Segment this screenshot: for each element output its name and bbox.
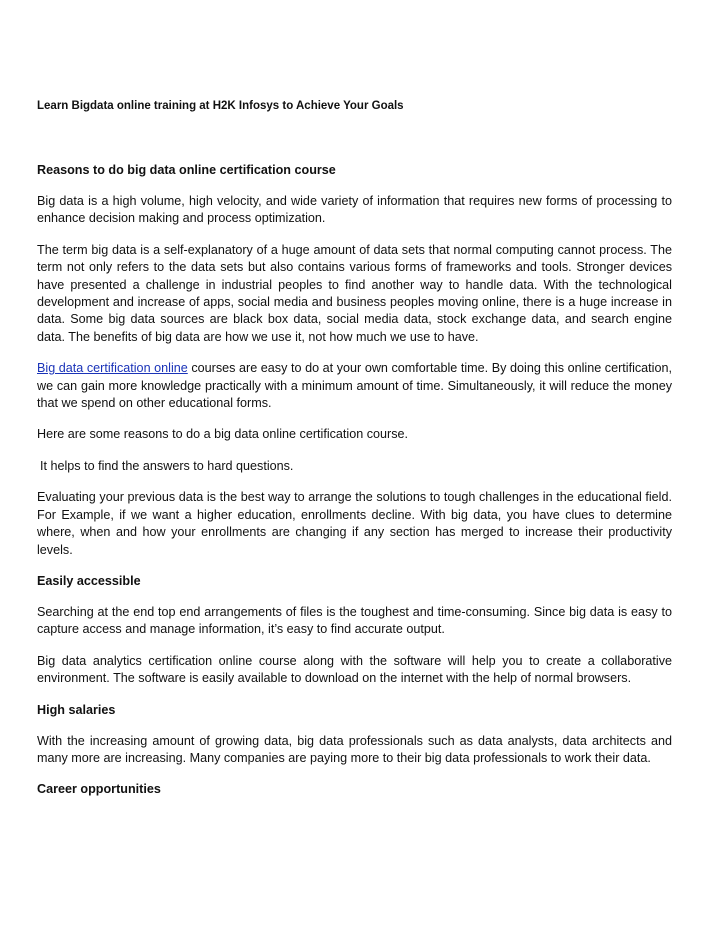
paragraph-analytics: Big data analytics certification online course along with the software will help you to create a collaborative environment. The software is easily available to download on the internet with the help of normal browsers. xyxy=(37,653,672,686)
section-heading-career: Career opportunities xyxy=(37,782,161,797)
paragraph-definition: Big data is a high volume, high velocity, and wide variety of information that requires new forms of processing to enhance decision making and process optimization. xyxy=(37,194,672,226)
paragraph-reasons-intro: Here are some reasons to do a big data online certification course. xyxy=(37,427,409,442)
paragraph-searching: Searching at the end top end arrangements of files is the toughest and time-consuming. Since big data is easy to capture access and manage information, it’s easy to find accurate output. xyxy=(37,604,672,637)
document-body xyxy=(37,162,672,812)
paragraph-evaluating: Evaluating your previous data is the best way to arrange the solutions to tough challenges in the educational field. For Example, if we want a higher education, enrollments decline. With big data, you have clues to determine where, when and how your enrollments are changing if any section has merged to increase their productivity levels. xyxy=(37,490,672,557)
paragraph-certification-text: courses are easy to do at your own comfortable time. By doing this online certification, we can gain more knowledge practically with a minimum amount of time. Simultaneously, it will reduce the money that we spend on other educational forms. xyxy=(37,361,672,411)
paragraph-term-big-data: The term big data is a self-explanatory of a huge amount of data sets that normal computing cannot process. The term not only refers to the data sets but also contains various forms of frameworks and tools. Stronger devices have presented a challenge in industrial peoples to find another way to handle data. With the technological development and increase of apps, social media and business peoples moving online, there is a huge increase in data. Some big data sources are black box data, social media data, stock exchange data, and search engine data. The benefits of big data are how we use it, not how much we use to have. xyxy=(37,242,672,344)
certification-link[interactable]: Big data certification online xyxy=(37,361,188,376)
section-heading-accessible: Easily accessible xyxy=(37,573,141,588)
section-heading-reasons: Reasons to do big data online certification course xyxy=(37,163,336,177)
paragraph-salaries: With the increasing amount of growing data, big data professionals such as data analysts, data architects and many more are increasing. Many companies are paying more to their big data professionals to work their data. xyxy=(37,733,672,765)
paragraph-hard-questions: It helps to find the answers to hard questions. xyxy=(40,458,294,473)
paragraph-certification xyxy=(37,360,672,412)
document-title: Learn Bigdata online training at H2K Infosys to Achieve Your Goals xyxy=(37,100,404,112)
section-heading-salaries: High salaries xyxy=(37,702,116,717)
